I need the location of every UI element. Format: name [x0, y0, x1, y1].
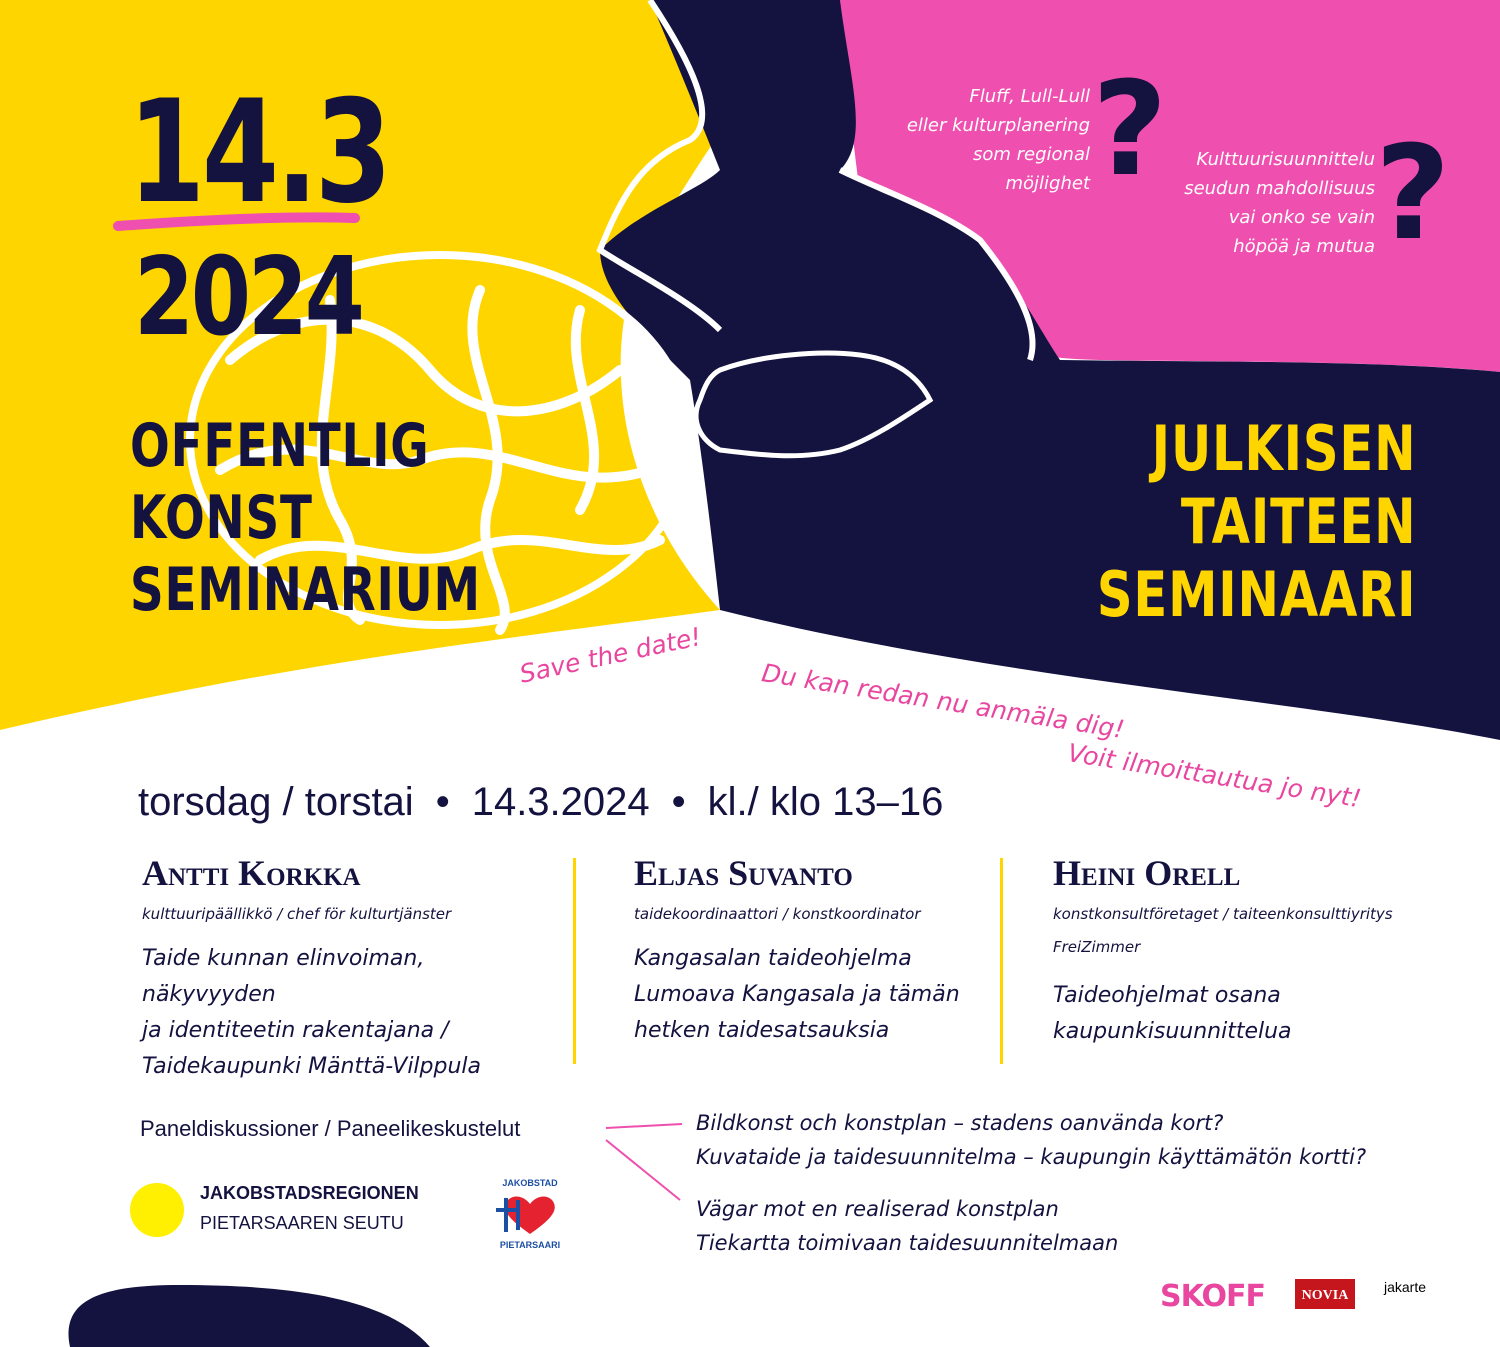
- column-divider: [1000, 858, 1003, 1064]
- speaker-role: kulttuuripäällikkö / chef för kulturtjänster: [142, 905, 452, 923]
- speaker-card: [1053, 852, 1473, 1050]
- question-finnish: [1184, 145, 1375, 261]
- question-sv-line-1: Fluff, Lull-Lull: [969, 86, 1090, 107]
- title-sv-line-2: KONST: [130, 483, 313, 553]
- region-logo-circle: [130, 1183, 184, 1237]
- speaker-topic: [1053, 978, 1473, 1050]
- panel-topic-line: Kuvataide ja taidesuunnitelma – kaupungin käyttämätön kortti?: [696, 1145, 1367, 1169]
- topic-line: ja identiteetin rakentajana /: [142, 1018, 449, 1043]
- question-mark-icon: ?: [1092, 53, 1168, 205]
- region-name-sv: JAKOBSTADSREGIONEN: [200, 1183, 419, 1203]
- question-fi-line-4: höpöä ja mutua: [1233, 236, 1375, 257]
- date-year: 2024: [134, 235, 362, 360]
- skoff-logo: SKOFF: [1160, 1279, 1265, 1314]
- city-logo-bottom: PIETARSAARI: [499, 1240, 561, 1250]
- speaker-topic: [634, 941, 994, 1049]
- topic-line: Taidekaupunki Mänttä-Vilppula: [142, 1054, 482, 1079]
- speaker-role: taidekoordinaattori / konstkoordinator: [634, 905, 921, 923]
- panel-topic-line: Vägar mot en realiserad konstplan: [696, 1197, 1059, 1221]
- title-swedish: [130, 410, 481, 626]
- panel-topic: [696, 1106, 1366, 1174]
- topic-line: kaupunkisuunnittelua: [1053, 1019, 1292, 1044]
- title-sv-line-3: SEMINARIUM: [130, 555, 481, 625]
- question-mark-icon: ?: [1375, 117, 1451, 269]
- separator-dot: •: [671, 780, 686, 824]
- speaker-name: Antti Korkka: [142, 853, 361, 893]
- topic-line: Taide kunnan elinvoiman, näkyvyyden: [142, 946, 425, 1007]
- speaker-card: [142, 852, 562, 1085]
- role-line: FreiZimmer: [1053, 938, 1141, 956]
- title-fi-line-1: JULKISEN: [1151, 412, 1416, 485]
- topic-line: hetken taidesatsauksia: [634, 1018, 890, 1043]
- topic-line: Taideohjelmat osana: [1053, 983, 1281, 1008]
- role-line: konstkonsultföretaget / taiteenkonsulttiyritys: [1053, 905, 1393, 923]
- speaker-name: Heini Orell: [1053, 853, 1241, 893]
- heart-logo-icon: [490, 1190, 570, 1240]
- register-note-finnish: Voit ilmoittautua jo nyt!: [1065, 738, 1364, 814]
- panel-connector-1: [606, 1124, 682, 1128]
- question-sv-line-3: som regional: [973, 144, 1090, 165]
- title-fi-line-3: SEMINAARI: [1096, 558, 1416, 631]
- title-sv-line-1: OFFENTLIG: [130, 411, 430, 481]
- date-day: 14.3: [128, 70, 389, 235]
- register-note-swedish: Du kan redan nu anmäla dig!: [759, 658, 1127, 745]
- panel-topic-line: Tiekartta toimivaan taidesuunnitelmaan: [696, 1231, 1119, 1255]
- event-date: 14.3.2024: [471, 780, 650, 824]
- event-time: kl./ klo 13–16: [707, 780, 944, 824]
- question-sv-line-2: eller kulturplanering: [906, 115, 1090, 136]
- topic-line: Kangasalan taideohjelma: [634, 946, 912, 971]
- jakarte-logo: jakarte: [1384, 1279, 1427, 1295]
- question-fi-line-3: vai onko se vain: [1228, 207, 1375, 228]
- question-sv-line-4: möjlighet: [1005, 173, 1090, 194]
- bottom-blob: [68, 1285, 430, 1347]
- save-the-date-note: Save the date!: [516, 621, 704, 689]
- column-divider: [573, 858, 576, 1064]
- speaker-card: [634, 852, 994, 1049]
- title-fi-line-2: TAITEEN: [1180, 485, 1416, 558]
- event-day: torsdag / torstai: [138, 780, 414, 824]
- event-dateline: [138, 780, 943, 825]
- title-finnish: [1096, 412, 1416, 631]
- speaker-topic: [142, 941, 562, 1085]
- panel-label: Paneldiskussioner / Paneelikeskustelut: [140, 1116, 521, 1141]
- novia-logo: NOVIA: [1301, 1288, 1349, 1303]
- panel-topic-line: Bildkonst och konstplan – stadens oanvända kort?: [696, 1111, 1224, 1135]
- panel-topic: [696, 1192, 1118, 1260]
- question-fi-line-1: Kulttuurisuunnittelu: [1196, 149, 1375, 170]
- speaker-name: Eljas Suvanto: [634, 853, 853, 893]
- topic-line: Lumoava Kangasala ja tämän: [634, 982, 960, 1007]
- question-swedish: [907, 82, 1090, 198]
- city-logo-top: JAKOBSTAD: [502, 1178, 558, 1188]
- separator-dot: •: [435, 780, 450, 824]
- speaker-role: [1053, 898, 1473, 964]
- region-name-fi: PIETARSAAREN SEUTU: [200, 1213, 404, 1233]
- panel-connector-2: [606, 1140, 680, 1200]
- question-fi-line-2: seudun mahdollisuus: [1184, 178, 1375, 199]
